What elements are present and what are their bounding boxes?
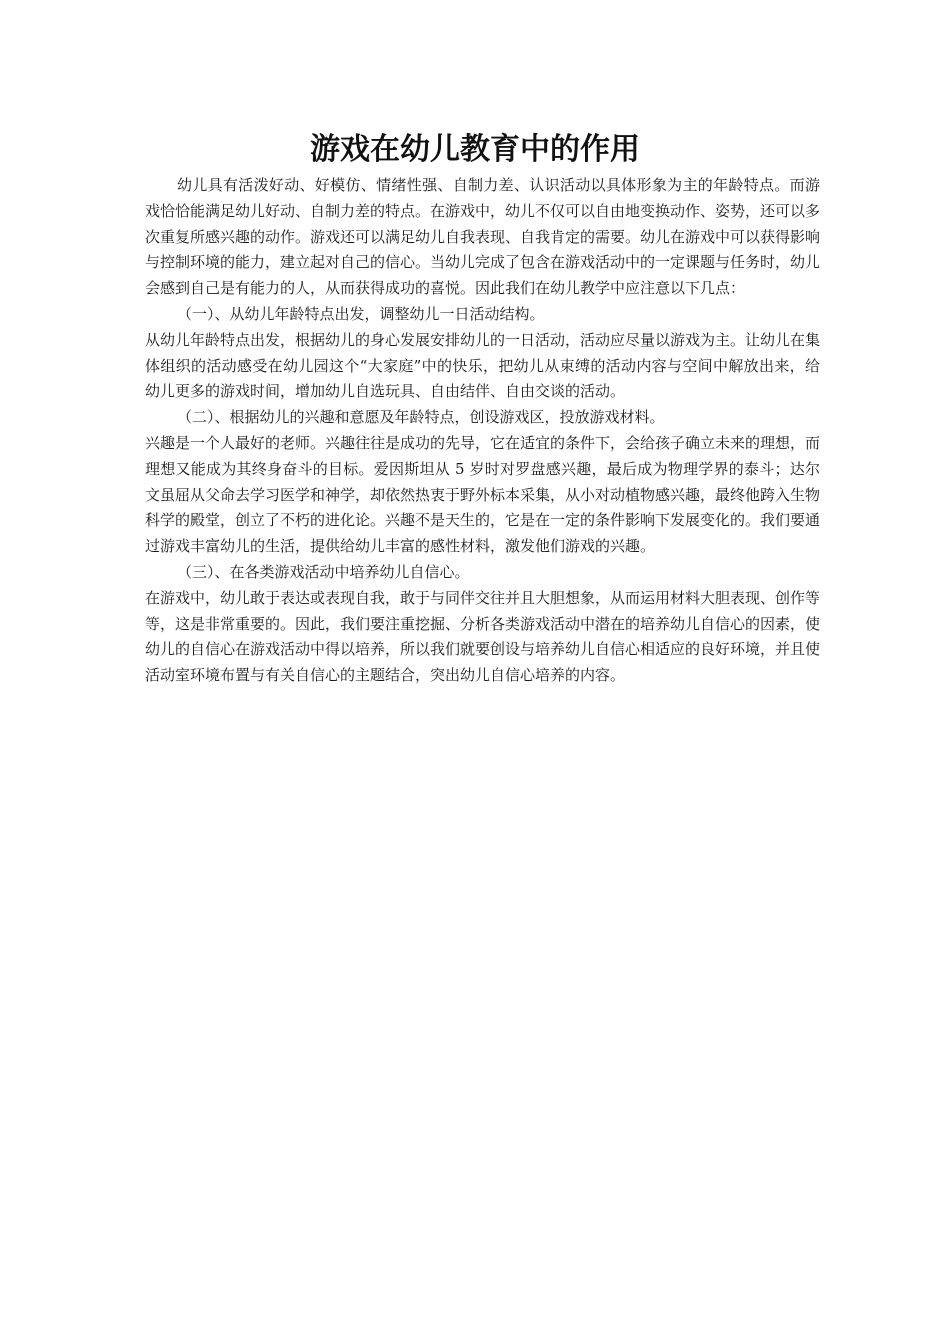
document-title: 游戏在幼儿教育中的作用 bbox=[310, 132, 640, 167]
section-2-heading: （二）、根据幼儿的兴趣和意愿及年龄特点，创设游戏区，投放游戏材料。 bbox=[177, 408, 665, 427]
section-1-heading: （一）、从幼儿年龄特点出发，调整幼儿一日活动结构。 bbox=[177, 304, 545, 323]
document-body bbox=[145, 173, 820, 689]
intro-paragraph: 幼儿具有活泼好动、好模仿、情绪性强、自制力差、认识活动以具体形象为主的年龄特点。而游戏恰恰能满足幼儿好动、自制力差的特点。在游戏中，幼儿不仅可以自由地变换动作、姿势，还可以多次重复所感兴趣的动作。游戏还可以满足幼儿自我表现、自我肯定的需要。幼儿在游戏中可以获得影响与控制环境的能力，建立起对自己的信心。当幼儿完成了包含在游戏活动中的一定课题与任务时，幼儿会感到自己是有能力的人，从而获得成功的喜悦。因此我们在幼儿教学中应注意以下几点： bbox=[145, 176, 821, 298]
section-3-heading: （三）、在各类游戏活动中培养幼儿自信心。 bbox=[177, 562, 470, 581]
section-1-body: 从幼儿年龄特点出发，根据幼儿的身心发展安排幼儿的一日活动，活动应尽量以游戏为主。让幼儿在集体组织的活动感受在幼儿园这个“大家庭”中的快乐，把幼儿从束缚的活动内容与空间中解放出来，给幼儿更多的游戏时间，增加幼儿自选玩具、自由结伴、自由交谈的活动。 bbox=[145, 330, 821, 401]
section-3-body: 在游戏中，幼儿敢于表达或表现自我，敢于与同伴交往并且大胆想象，从而运用材料大胆表现、创作等等，这是非常重要的。因此，我们要注重挖掘、分析各类游戏活动中潜在的培养幼儿自信心的因素，使幼儿的自信心在游戏活动中得以培养，所以我们就要创设与培养幼儿自信心相适应的良好环境，并且使活动室环境布置与有关自信心的主题结合，突出幼儿自信心培养的内容。 bbox=[145, 588, 821, 685]
section-2-body: 兴趣是一个人最好的老师。兴趣往往是成功的先导，它在适宜的条件下，会给孩子确立未来的理想，而理想又能成为其终身奋斗的目标。爱因斯坦从 5 岁时对罗盘感兴趣，最后成为物理学界的泰斗；达尔文虽屈从父命去学习医学和神学，却依然热衷于野外标本采集，从小对动植物感兴趣，最终他跨入生物科学的殿堂，创立了不朽的进化论。兴趣不是天生的，它是在一定的条件影响下发展变化的。我们要通过游戏丰富幼儿的生活，提供给幼儿丰富的感性材料，激发他们游戏的兴趣。 bbox=[145, 433, 821, 556]
